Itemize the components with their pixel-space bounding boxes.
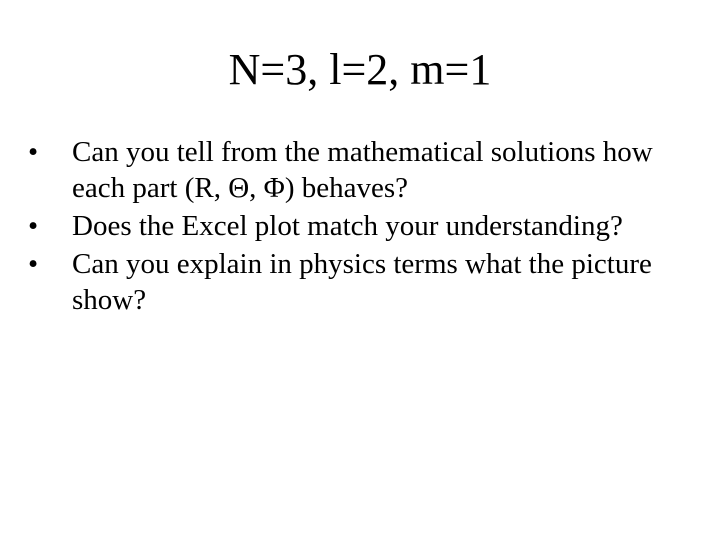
bullet-list <box>28 134 688 320</box>
list-item <box>28 208 688 244</box>
list-item <box>28 134 688 206</box>
list-item <box>28 246 688 318</box>
bullet-text: Does the Excel plot match your understanding? <box>72 210 623 242</box>
bullet-icon: • <box>28 136 39 168</box>
bullet-text: Can you tell from the mathematical solutions how each part (R, Θ, Φ) behaves? <box>72 136 653 204</box>
bullet-icon: • <box>28 248 39 280</box>
bullet-text: Can you explain in physics terms what the picture show? <box>72 248 652 316</box>
slide-title: N=3, l=2, m=1 <box>228 45 492 94</box>
bullet-icon: • <box>28 210 39 242</box>
